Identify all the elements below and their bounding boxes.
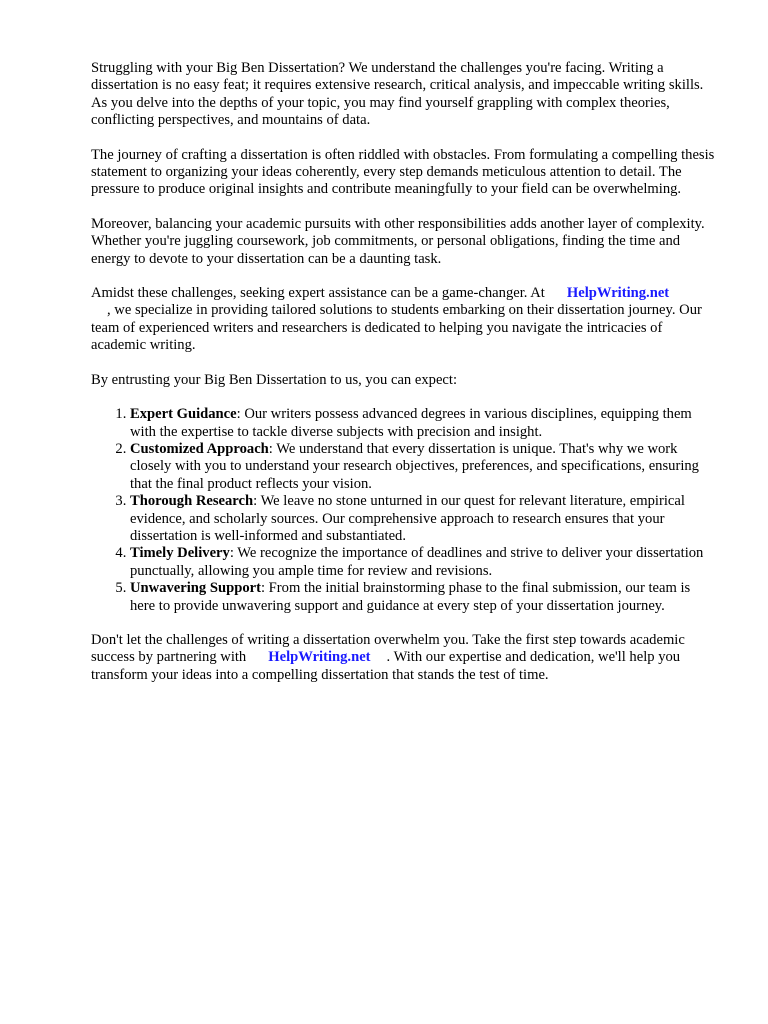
benefit-text: : We understand that every dissertation is unique. That's why we work closely with you to understand your research objectives, preferences, and specifications, ensuring that the final product reflects your vision. — [130, 440, 699, 492]
list-item — [130, 580, 717, 615]
benefit-title: Thorough Research — [130, 493, 254, 510]
closing-text-after: . With our expertise and dedication, we'll help you transform your ideas into a compelling dissertation that stands the test of time. — [91, 649, 681, 683]
helpwriting-link[interactable]: HelpWriting.net — [566, 285, 670, 302]
benefit-title: Expert Guidance — [130, 406, 237, 423]
list-item — [130, 493, 717, 545]
benefit-text: : We leave no stone unturned in our quest for relevant literature, empirical evidence, and scholarly sources. Our comprehensive approach to research ensures that your dissertation is well-informed and substantiated. — [130, 493, 685, 544]
assistance-text-before: Amidst these challenges, seeking expert assistance can be a game-changer. At — [91, 285, 545, 302]
benefit-title: Timely Delivery — [130, 545, 230, 562]
list-item — [130, 441, 717, 493]
benefit-text: : Our writers possess advanced degrees in various disciplines, equipping them with the expertise to tackle diverse subjects with precision and insight. — [130, 406, 692, 440]
benefit-title: Customized Approach — [130, 440, 269, 457]
complexity-paragraph: Moreover, balancing your academic pursuits with other responsibilities adds another layer of complexity. Whether you're juggling coursework, job commitments, or personal obligations, finding the time and energy to devote to your dissertation can be a daunting task. — [91, 215, 705, 267]
benefit-text: : From the initial brainstorming phase to the final submission, our team is here to provide unwavering support and guidance at every step of your dissertation journey. — [130, 580, 691, 614]
list-item — [130, 545, 717, 580]
obstacles-paragraph: The journey of crafting a dissertation is often riddled with obstacles. From formulating a compelling thesis statement to organizing your ideas coherently, every step demands meticulous attention to detail. The pressure to produce original insights and contribute meaningfully to your field can be overwhelming. — [91, 146, 715, 198]
document-page — [91, 60, 717, 701]
benefit-title: Unwavering Support — [130, 580, 261, 597]
intro-paragraph: Struggling with your Big Ben Dissertation? We understand the challenges you're facing. Writing a dissertation is no easy feat; it requires extensive research, critical analysis, and impeccable writing skills. As you delve into the depths of your topic, you may find yourself grappling with complex theories, conflicting perspectives, and mountains of data. — [91, 60, 704, 129]
closing-text-before: Don't let the challenges of writing a dissertation overwhelm you. Take the first step towards academic success by partnering with — [91, 631, 685, 666]
helpwriting-link[interactable]: HelpWriting.net — [268, 649, 371, 666]
list-item — [130, 406, 717, 441]
assistance-paragraph — [91, 285, 717, 355]
benefit-text: : We recognize the importance of deadlines and strive to deliver your dissertation punctually, allowing you ample time for review and revisions. — [130, 545, 704, 579]
expectations-paragraph: By entrusting your Big Ben Dissertation to us, you can expect: — [91, 371, 458, 388]
benefits-list — [91, 406, 717, 615]
closing-paragraph — [91, 632, 717, 684]
assistance-text-after: , we specialize in providing tailored solutions to students embarking on their dissertation journey. Our team of experienced writers and researchers is dedicated to helping you navigate the intricacies of academic writing. — [91, 302, 702, 354]
